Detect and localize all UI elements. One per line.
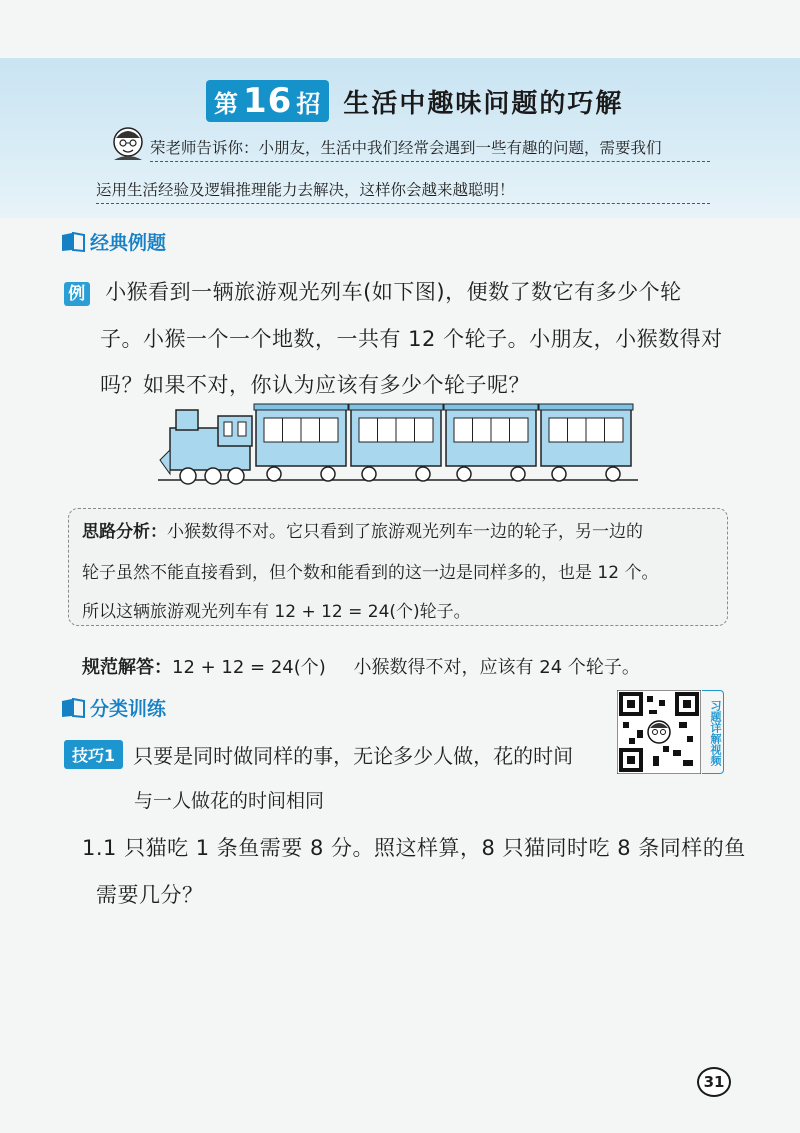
skill-tag: 技巧1 xyxy=(64,740,123,769)
teacher-avatar-icon xyxy=(108,122,148,162)
qr-video-label: 习题详解视频 xyxy=(702,690,724,774)
example-line2: 子。小猴一个一个地数，一共有 12 个轮子。小朋友，小猴数得对 xyxy=(100,327,723,351)
qr-code-icon[interactable] xyxy=(617,690,701,774)
answer-text: 小猴数得不对，应该有 24 个轮子。 xyxy=(353,657,640,678)
train-wheel xyxy=(267,467,281,481)
analysis-line2: 轮子虽然不能直接看到，但个数和能看到的这一边是同样多的，也是 12 个。 xyxy=(82,563,659,583)
book-flag-icon xyxy=(60,232,86,252)
section-title: 经典例题 xyxy=(90,232,167,254)
answer-line xyxy=(82,653,640,679)
train-carriage xyxy=(254,404,348,481)
example-line3: 吗？如果不对，你认为应该有多少个轮子呢？ xyxy=(100,373,530,397)
train-wheel xyxy=(606,467,620,481)
badge-number: 16 xyxy=(243,81,293,121)
train-wheel xyxy=(511,467,525,481)
book-flag-icon xyxy=(60,698,86,718)
skill-row xyxy=(64,740,573,769)
badge-suffix: 招 xyxy=(296,89,322,118)
problem-line2: 需要几分？ xyxy=(96,883,204,907)
analysis-label: 思路分析： xyxy=(82,522,167,542)
analysis-text-1: 小猴数得不对。它只看到了旅游观光列车一边的轮子，另一边的 xyxy=(167,522,643,542)
answer-formula: 12 + 12 = 24(个) xyxy=(172,657,326,678)
section-heading-practice xyxy=(60,694,166,721)
train-wheel xyxy=(362,467,376,481)
teacher-tip-line2: 运用生活经验及逻辑推理能力去解决，这样你会越来越聪明！ xyxy=(96,178,710,204)
lesson-badge xyxy=(206,80,329,122)
section-title: 分类训练 xyxy=(90,698,167,720)
lesson-title-row xyxy=(206,80,623,122)
example-text-1: 小猴看到一辆旅游观光列车(如下图)，便数了数它有多少个轮 xyxy=(105,280,682,304)
lesson-title: 生活中趣味问题的巧解 xyxy=(343,88,624,119)
badge-prefix: 第 xyxy=(214,89,239,118)
example-mark: 例 xyxy=(64,282,90,306)
train-wheel xyxy=(552,467,566,481)
skill-text-1: 只要是同时做同样的事，无论多少人做，花的时间 xyxy=(133,744,574,768)
train-carriage xyxy=(349,404,443,481)
train-wheel xyxy=(416,467,430,481)
skill-text-2: 与一人做花的时间相同 xyxy=(134,790,325,812)
train-wheel xyxy=(457,467,471,481)
answer-label: 规范解答： xyxy=(82,657,172,678)
train-carriage xyxy=(444,404,538,481)
analysis-line3: 所以这辆旅游观光列车有 12 + 12 = 24(个)轮子。 xyxy=(82,602,471,622)
train-wheel xyxy=(321,467,335,481)
teacher-tip-line1: 荣老师告诉你：小朋友，生活中我们经常会遇到一些有趣的问题，需要我们 xyxy=(150,136,710,162)
section-heading-classic xyxy=(60,228,166,255)
train-carriage xyxy=(539,404,633,481)
example-line1 xyxy=(64,276,682,306)
tour-train-illustration xyxy=(158,400,638,490)
page-number: 31 xyxy=(697,1067,731,1097)
problem-line1: 1.1 只猫吃 1 条鱼需要 8 分。照这样算，8 只猫同时吃 8 条同样的鱼 xyxy=(82,836,746,860)
analysis-line1 xyxy=(82,517,643,542)
